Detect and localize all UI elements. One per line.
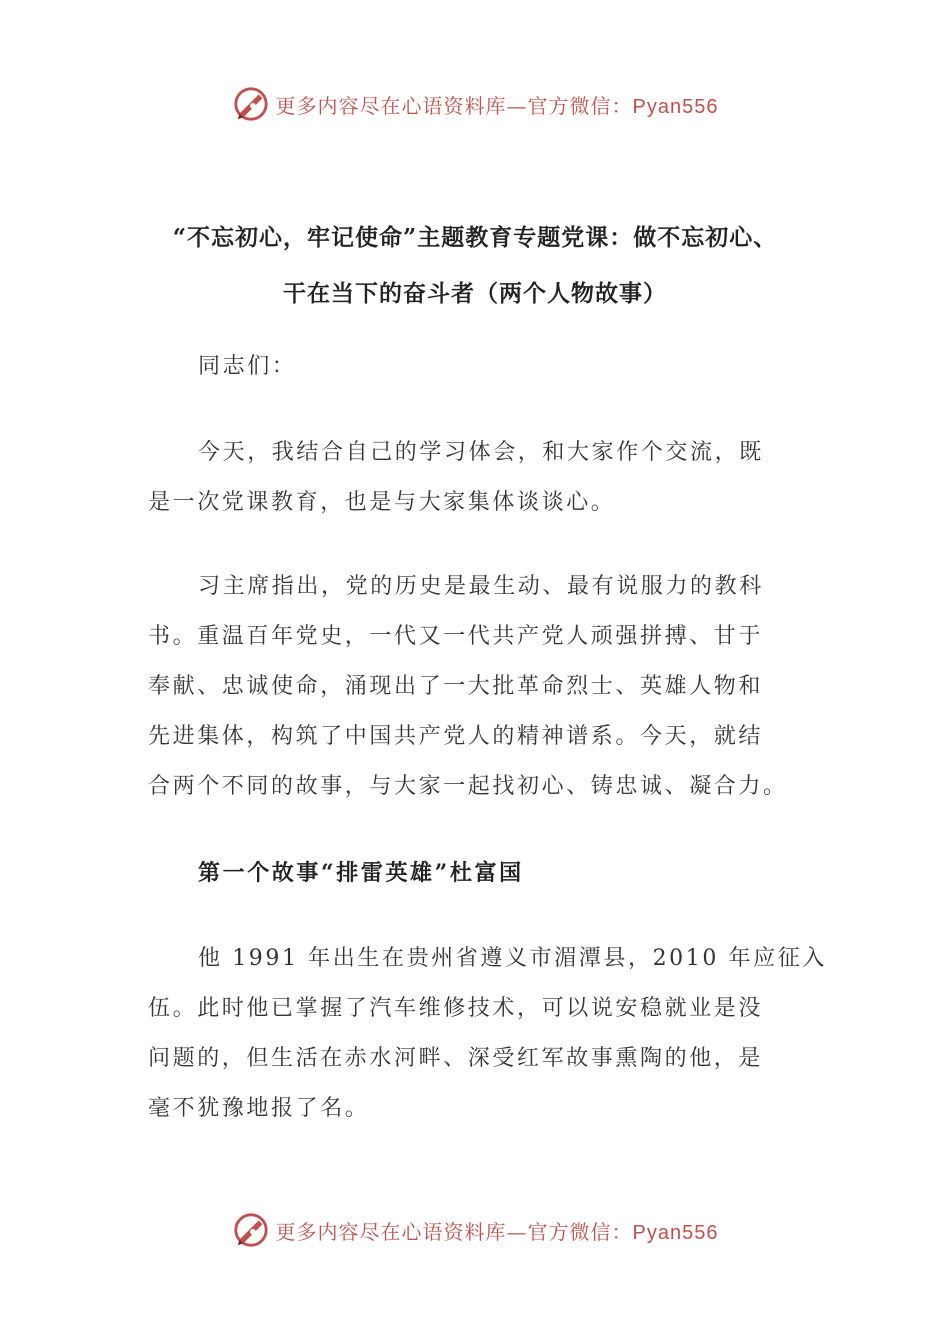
wechat-id: Pyan556 — [632, 1221, 719, 1244]
paragraph-line: 是一次党课教育，也是与大家集体谈谈心。 — [148, 490, 616, 515]
banner-text: 更多内容尽在心语资料库—官方微信：Pyan556 — [275, 1219, 719, 1244]
paragraph-line: 毫不犹豫地报了名。 — [148, 1096, 370, 1121]
paragraph-line: 先进集体，构筑了中国共产党人的精神谱系。今天，就结 — [148, 724, 764, 749]
pen-logo-icon — [232, 1211, 270, 1249]
paragraph-line: 习主席指出，党的历史是最生动、最有说服力的教科 — [198, 574, 764, 599]
footer-banner — [0, 1210, 950, 1250]
paragraph-line: 书。重温百年党史，一代又一代共产党人顽强拼搏、甘于 — [148, 624, 764, 649]
greeting-paragraph — [148, 342, 804, 392]
section-heading-text: 第一个故事“排雷英雄”杜富国 — [198, 860, 524, 886]
paragraph-line: 合两个不同的故事，与大家一起找初心、铸忠诚、凝合力。 — [148, 774, 788, 799]
paragraph-1 — [148, 428, 804, 528]
wechat-id: Pyan556 — [632, 95, 719, 118]
title-line: “不忘初心，牢记使命”主题教育专题党课：做不忘初心、 — [172, 224, 778, 251]
header-banner — [0, 84, 950, 124]
pen-logo-icon — [232, 85, 270, 123]
paragraph-line: 奉献、忠诚使命，涌现出了一大批革命烈士、英雄人物和 — [148, 674, 764, 699]
paragraph-line: 伍。此时他已掌握了汽车维修技术，可以说安稳就业是没 — [148, 996, 764, 1021]
paragraph-line: 他 1991 年出生在贵州省遵义市湄潭县，2010 年应征入 — [198, 946, 827, 971]
greeting: 同志们： — [198, 354, 297, 379]
paragraph-2 — [148, 562, 804, 812]
paragraph-line: 今天，我结合自己的学习体会，和大家作个交流，既 — [198, 440, 764, 465]
paragraph-3 — [148, 934, 827, 1134]
paragraph-line: 问题的，但生活在赤水河畔、深受红军故事熏陶的他，是 — [148, 1046, 764, 1071]
section-heading — [148, 848, 804, 898]
document-title — [130, 210, 820, 322]
banner-text: 更多内容尽在心语资料库—官方微信：Pyan556 — [275, 93, 719, 118]
title-line: 干在当下的奋斗者（两个人物故事） — [283, 280, 667, 307]
